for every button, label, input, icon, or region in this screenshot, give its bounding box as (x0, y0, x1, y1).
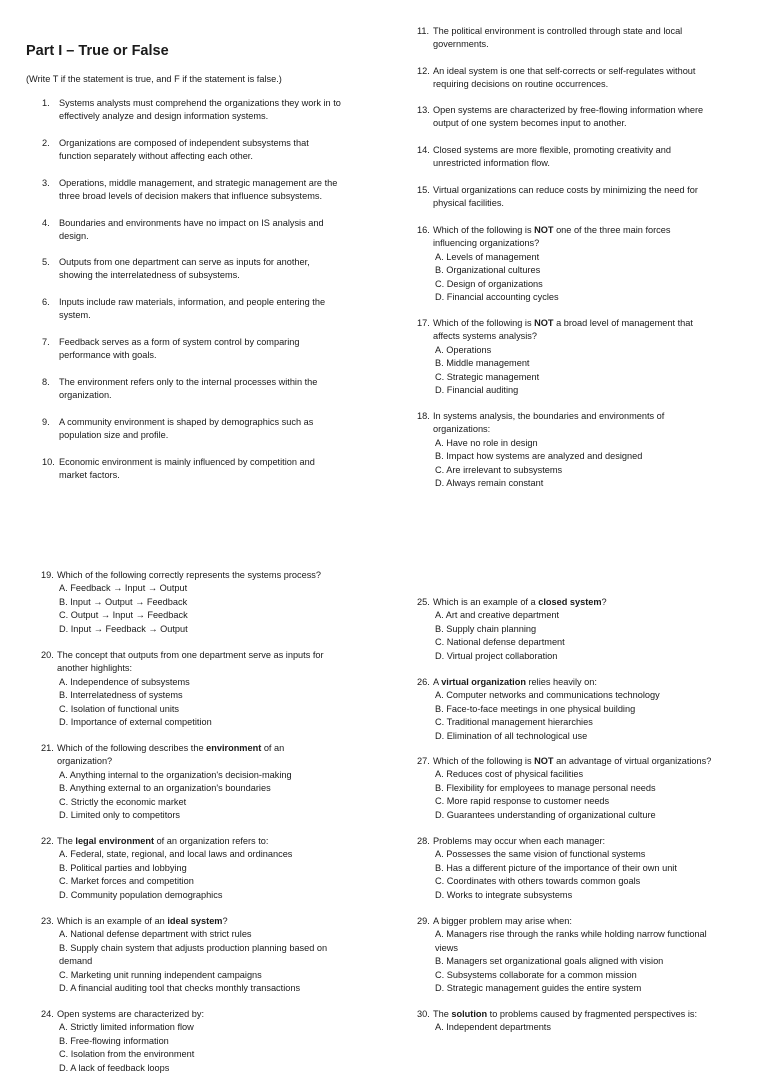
answer-option: A. Strictly limited information flow (59, 1022, 194, 1033)
answer-option: C. Are irrelevant to subsystems (435, 464, 563, 475)
question-number: 16. (417, 225, 430, 235)
mc-question (41, 742, 371, 822)
item-line: unrestricted information flow. (433, 158, 550, 169)
item-text (59, 177, 382, 204)
emphasis-text: NOT (534, 756, 554, 766)
tf-item (417, 184, 747, 211)
answer-option: D. Importance of external competition (59, 717, 212, 728)
item-text (59, 137, 382, 164)
answer-option: C. Marketing unit running independent campaigns (59, 969, 262, 980)
question-body (57, 569, 371, 636)
item-text (59, 296, 382, 323)
item-line: design. (59, 231, 89, 242)
question-text: Which is an example of a (433, 597, 539, 607)
item-line: governments. (433, 39, 489, 50)
answer-option: C. Isolation of functional units (59, 703, 180, 714)
answer-option: A. National defense department with strict rules (59, 929, 252, 940)
question-text: Problems may occur when each manager: (433, 836, 606, 846)
mc-question (417, 317, 747, 397)
answer-option: D. Elimination of all technological use (435, 730, 588, 741)
question-text: Which of the following is (433, 225, 535, 235)
question-text: one of the three main forces (553, 225, 671, 235)
item-number: 2. (42, 138, 50, 148)
answer-option: B. Supply chain system that adjusts production planning based on (59, 942, 328, 953)
item-number: 10. (42, 457, 55, 467)
answer-option: D. Community population demographics (59, 889, 223, 900)
item-line: Closed systems are more flexible, promoting creativity and (433, 145, 671, 155)
question-number: 22. (41, 836, 54, 846)
question-body (433, 755, 747, 822)
question-line (433, 755, 747, 768)
question-text: another highlights: (57, 663, 133, 674)
answer-option: D. Works to integrate subsystems (435, 889, 573, 900)
item-text (433, 25, 747, 52)
question-line (433, 410, 747, 423)
mc-question (417, 755, 747, 822)
question-text: affects systems analysis? (433, 331, 537, 342)
item-text (59, 217, 382, 244)
question-text: an advantage of virtual organizations? (553, 756, 712, 766)
question-body (57, 649, 371, 729)
item-number: 8. (42, 377, 50, 387)
item-number: 13. (417, 105, 430, 115)
question-text: organizations: (433, 424, 491, 435)
question-text: relies heavily on: (525, 677, 597, 687)
answer-option: B. Input → Output → Feedback (59, 596, 188, 607)
answer-option: D. Always remain constant (435, 478, 544, 489)
question-text: influencing organizations? (433, 238, 540, 249)
tf-item (417, 65, 747, 92)
tf-item (42, 456, 382, 483)
answer-option: A. Possesses the same vision of functional systems (435, 849, 646, 860)
answer-option: D. A lack of feedback loops (59, 1062, 170, 1073)
answer-option: D. Financial auditing (435, 385, 519, 396)
question-text: The (57, 836, 76, 846)
question-body (433, 835, 747, 902)
item-line: Organizations are composed of independent subsystems that (59, 138, 309, 148)
question-line (57, 742, 371, 755)
answer-option: B. Anything external to an organization's boundaries (59, 783, 271, 794)
answer-option: A. Reduces cost of physical facilities (435, 769, 584, 780)
part-title: Part I – True or False (26, 43, 169, 59)
item-line: Feedback serves as a form of system control by comparing (59, 337, 300, 347)
question-text: Which of the following is (433, 756, 535, 766)
item-line: Operations, middle management, and strategic management are the (59, 178, 338, 188)
question-line (433, 1008, 747, 1021)
mc-question (41, 835, 371, 902)
item-line: Boundaries and environments have no impact on IS analysis and (59, 218, 324, 228)
item-line: The environment refers only to the internal processes within the (59, 377, 318, 387)
item-line: output of one system becomes input to another. (433, 118, 627, 129)
answer-option: B. Free-flowing information (59, 1035, 169, 1046)
question-line (57, 915, 371, 928)
question-number: 17. (417, 318, 430, 328)
question-body (57, 835, 371, 902)
item-line: Virtual organizations can reduce costs by minimizing the need for (433, 185, 698, 195)
item-number: 14. (417, 145, 430, 155)
question-line (433, 915, 747, 928)
item-text (59, 416, 382, 443)
question-line (433, 224, 747, 237)
item-line: population size and profile. (59, 430, 169, 441)
mc-question (417, 835, 747, 902)
tf-item (42, 97, 382, 124)
answer-option: B. Impact how systems are analyzed and designed (435, 451, 643, 462)
item-text (59, 97, 382, 124)
answer-option: B. Political parties and lobbying (59, 862, 187, 873)
mc-question (417, 596, 747, 663)
question-number: 24. (41, 1009, 54, 1019)
mc-question (41, 649, 371, 729)
emphasis-text: NOT (534, 225, 554, 235)
answer-option: A. Art and creative department (435, 610, 560, 621)
answer-option: A. Feedback → Input → Output (59, 583, 188, 594)
item-text (59, 256, 382, 283)
answer-option: C. National defense department (435, 637, 565, 648)
answer-option: C. Strictly the economic market (59, 796, 187, 807)
tf-item (42, 376, 382, 403)
question-line (57, 569, 371, 582)
answer-option: B. Has a different picture of the importance of their own unit (435, 862, 677, 873)
question-text: ? (222, 916, 228, 926)
item-number: 4. (42, 218, 50, 228)
tf-item (417, 104, 747, 131)
question-number: 26. (417, 677, 430, 687)
question-text: A bigger problem may arise when: (433, 916, 572, 926)
tf-item (42, 416, 382, 443)
question-number: 19. (41, 570, 54, 580)
question-number: 23. (41, 916, 54, 926)
answer-option: B. Managers set organizational goals aligned with vision (435, 956, 664, 967)
question-text: The concept that outputs from one department serve as inputs for (57, 650, 324, 660)
item-number: 12. (417, 66, 430, 76)
emphasis-text: ideal system (167, 916, 223, 926)
question-line (433, 330, 747, 343)
question-text: a broad level of management that (553, 318, 693, 328)
answer-option: C. Traditional management hierarchies (435, 717, 593, 728)
question-text: The (433, 1009, 452, 1019)
question-text: Which of the following describes the (57, 743, 207, 753)
answer-option: D. A financial auditing tool that checks monthly transactions (59, 983, 301, 994)
tf-item (42, 137, 382, 164)
answer-option: C. Subsystems collaborate for a common mission (435, 969, 637, 980)
mc-question (41, 915, 371, 995)
item-number: 3. (42, 178, 50, 188)
question-text: Which of the following is (433, 318, 535, 328)
question-number: 28. (417, 836, 430, 846)
question-number: 30. (417, 1009, 430, 1019)
item-text (59, 336, 382, 363)
question-text: Which of the following correctly represents the systems process? (57, 570, 321, 580)
item-line: The political environment is controlled through state and local (433, 26, 683, 36)
emphasis-text: closed system (538, 597, 602, 607)
answer-option: C. Coordinates with others towards common goals (435, 876, 641, 887)
question-line (433, 317, 747, 330)
question-text: of an organization refers to: (154, 836, 269, 846)
item-line: organization. (59, 390, 112, 401)
question-text: ? (601, 597, 607, 607)
question-line (57, 755, 371, 768)
item-line: effectively analyze and design information systems. (59, 111, 269, 122)
item-text (59, 376, 382, 403)
item-text (433, 65, 747, 92)
item-text (433, 104, 747, 131)
tf-item (42, 177, 382, 204)
answer-option: A. Anything internal to the organization's decision-making (59, 769, 292, 780)
answer-option: D. Guarantees understanding of organizational culture (435, 809, 656, 820)
question-line (433, 423, 747, 436)
item-line: Systems analysts must comprehend the organizations they work in to (59, 98, 341, 108)
question-line (57, 1008, 371, 1021)
mc-question (417, 676, 747, 743)
tf-item (42, 336, 382, 363)
answer-option: D. Virtual project collaboration (435, 650, 558, 661)
question-text: of an (261, 743, 285, 753)
answer-option: A. Federal, state, regional, and local laws and ordinances (59, 849, 293, 860)
answer-option: D. Limited only to competitors (59, 810, 181, 821)
question-body (433, 224, 747, 304)
question-number: 21. (41, 743, 54, 753)
answer-option: D. Strategic management guides the entire system (435, 983, 642, 994)
item-text (433, 184, 747, 211)
emphasis-text: NOT (534, 318, 554, 328)
tf-item (417, 25, 747, 52)
question-number: 25. (417, 597, 430, 607)
question-body (433, 1008, 747, 1035)
item-line: Outputs from one department can serve as inputs for another, (59, 257, 310, 267)
question-body (57, 1008, 371, 1075)
question-line (433, 237, 747, 250)
question-line (433, 596, 747, 609)
answer-option: A. Independence of subsystems (59, 676, 190, 687)
answer-option: C. Isolation from the environment (59, 1049, 195, 1060)
question-text: Which is an example of an (57, 916, 168, 926)
answer-option: C. Strategic management (435, 371, 540, 382)
item-line: requiring decisions on routine occurrences. (433, 79, 609, 90)
question-body (57, 915, 371, 995)
question-line (57, 649, 371, 662)
question-number: 20. (41, 650, 54, 660)
mc-question (417, 224, 747, 304)
answer-option: A. Computer networks and communications technology (435, 690, 660, 701)
emphasis-text: legal environment (75, 836, 155, 846)
item-number: 7. (42, 337, 50, 347)
emphasis-text: environment (206, 743, 262, 753)
answer-option: B. Interrelatedness of systems (59, 690, 183, 701)
question-body (433, 410, 747, 490)
answer-option: A. Managers rise through the ranks while holding narrow functional (435, 929, 707, 940)
item-number: 15. (417, 185, 430, 195)
instructions: (Write T if the statement is true, and F if the statement is false.) (26, 74, 282, 84)
mc-question (41, 569, 371, 636)
answer-option: B. Middle management (435, 358, 530, 369)
item-line: three broad levels of decision makers that influence subsystems. (59, 191, 322, 202)
question-text: A (433, 677, 442, 687)
answer-option: D. Input → Feedback → Output (59, 623, 188, 634)
item-line: Open systems are characterized by free-flowing information where (433, 105, 704, 115)
item-line: system. (59, 310, 91, 321)
answer-option: B. Supply chain planning (435, 623, 537, 634)
question-text: organization? (57, 756, 113, 767)
answer-option: D. Financial accounting cycles (435, 292, 559, 303)
answer-option: C. Output → Input → Feedback (59, 610, 188, 621)
mc-question (417, 915, 747, 995)
emphasis-text: virtual organization (441, 677, 526, 687)
emphasis-text: solution (451, 1009, 488, 1019)
answer-option: A. Have no role in design (435, 437, 538, 448)
item-line: showing the interrelatedness of subsystems. (59, 270, 240, 281)
tf-item (42, 256, 382, 283)
question-number: 27. (417, 756, 430, 766)
tf-item (42, 217, 382, 244)
answer-option: C. Market forces and competition (59, 876, 194, 887)
item-line: Economic environment is mainly influenced by competition and (59, 457, 315, 467)
question-body (433, 317, 747, 397)
answer-option: A. Operations (435, 344, 492, 355)
question-line (57, 662, 371, 675)
question-text: Open systems are characterized by: (57, 1009, 205, 1019)
item-line: function separately without affecting each other. (59, 151, 253, 162)
item-line: Inputs include raw materials, information, and people entering the (59, 297, 326, 307)
mc-question (41, 1008, 371, 1075)
question-number: 29. (417, 916, 430, 926)
answer-option: views (435, 942, 458, 953)
answer-option: A. Independent departments (435, 1022, 551, 1033)
question-line (57, 835, 371, 848)
question-number: 18. (417, 411, 430, 421)
item-number: 1. (42, 98, 50, 108)
question-line (433, 835, 747, 848)
item-number: 6. (42, 297, 50, 307)
answer-option: B. Organizational cultures (435, 265, 541, 276)
answer-option: C. Design of organizations (435, 278, 543, 289)
item-number: 5. (42, 257, 50, 267)
item-number: 11. (417, 26, 430, 36)
question-body (433, 676, 747, 743)
question-body (57, 742, 371, 822)
answer-option: B. Face-to-face meetings in one physical building (435, 703, 636, 714)
item-text (433, 144, 747, 171)
tf-item (417, 144, 747, 171)
mc-question (417, 410, 747, 490)
question-body (433, 596, 747, 663)
item-text (59, 456, 382, 483)
question-text: to problems caused by fragmented perspectives is: (487, 1009, 698, 1019)
item-line: physical facilities. (433, 198, 504, 209)
answer-option: B. Flexibility for employees to manage personal needs (435, 782, 656, 793)
tf-item (42, 296, 382, 323)
item-line: A community environment is shaped by demographics such as (59, 417, 314, 427)
answer-option: C. More rapid response to customer needs (435, 796, 610, 807)
item-line: An ideal system is one that self-corrects or self-regulates without (433, 66, 696, 76)
item-line: performance with goals. (59, 350, 157, 361)
item-line: market factors. (59, 470, 120, 481)
question-body (433, 915, 747, 995)
question-line (433, 676, 747, 689)
mc-question (417, 1008, 747, 1035)
answer-option: A. Levels of management (435, 251, 540, 262)
answer-option: demand (59, 956, 93, 967)
question-text: In systems analysis, the boundaries and environments of (433, 411, 665, 421)
item-number: 9. (42, 417, 50, 427)
